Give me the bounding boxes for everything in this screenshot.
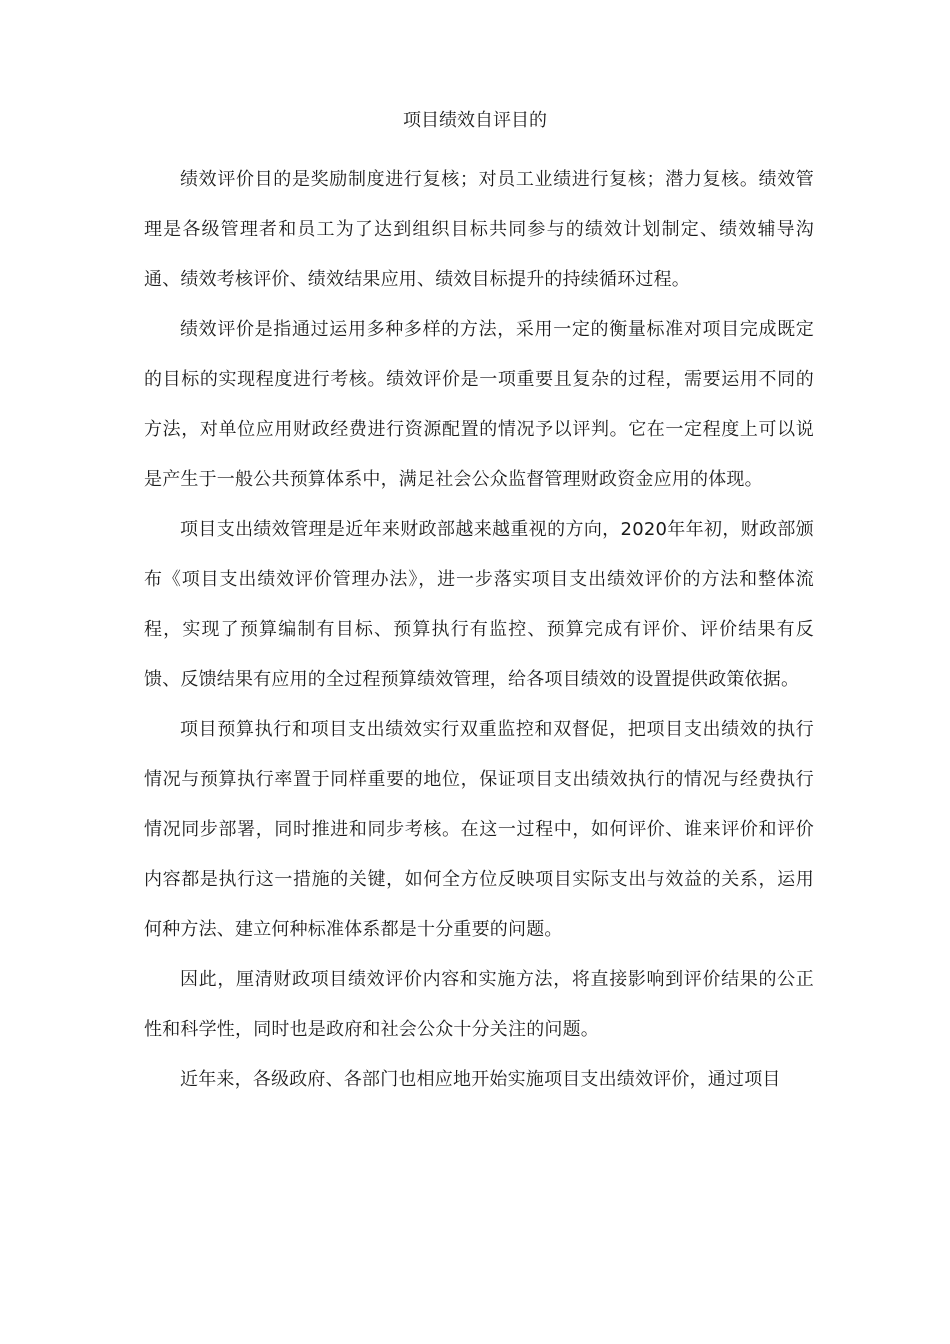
paragraph-6: 近年来，各级政府、各部门也相应地开始实施项目支出绩效评价，通过项目 — [180, 1069, 781, 1090]
document-body — [144, 155, 814, 1105]
paragraph-3: 项目支出绩效管理是近年来财政部越来越重视的方向，2020年年初，财政部颁布《项目支出绩效评价管理办法》，进一步落实项目支出绩效评价的方法和整体流程，实现了预算编制有目标、预算执行有监控、预算完成有评价、评价结果有反馈、反馈结果有应用的全过程预算绩效管理，给各项目绩效的设置提供政策依据。 — [144, 519, 814, 690]
paragraph-2: 绩效评价是指通过运用多种多样的方法，采用一定的衡量标准对项目完成既定的目标的实现程度进行考核。绩效评价是一项重要且复杂的过程，需要运用不同的方法，对单位应用财政经费进行资源配置的情况予以评判。它在一定程度上可以说是产生于一般公共预算体系中，满足社会公众监督管理财政资金应用的体现。 — [144, 319, 814, 490]
paragraph-4: 项目预算执行和项目支出绩效实行双重监控和双督促，把项目支出绩效的执行情况与预算执行率置于同样重要的地位，保证项目支出绩效执行的情况与经费执行情况同步部署，同时推进和同步考核。在这一过程中，如何评价、谁来评价和评价内容都是执行这一措施的关键，如何全方位反映项目实际支出与效益的关系，运用何种方法、建立何种标准体系都是十分重要的问题。 — [144, 719, 814, 940]
paragraph-1: 绩效评价目的是奖励制度进行复核；对员工业绩进行复核；潜力复核。绩效管理是各级管理者和员工为了达到组织目标共同参与的绩效计划制定、绩效辅导沟通、绩效考核评价、绩效结果应用、绩效目标提升的持续循环过程。 — [144, 169, 814, 290]
document-title: 项目绩效自评目的 — [403, 110, 547, 131]
paragraph-5: 因此，厘清财政项目绩效评价内容和实施方法，将直接影响到评价结果的公正性和科学性，同时也是政府和社会公众十分关注的问题。 — [144, 969, 814, 1040]
